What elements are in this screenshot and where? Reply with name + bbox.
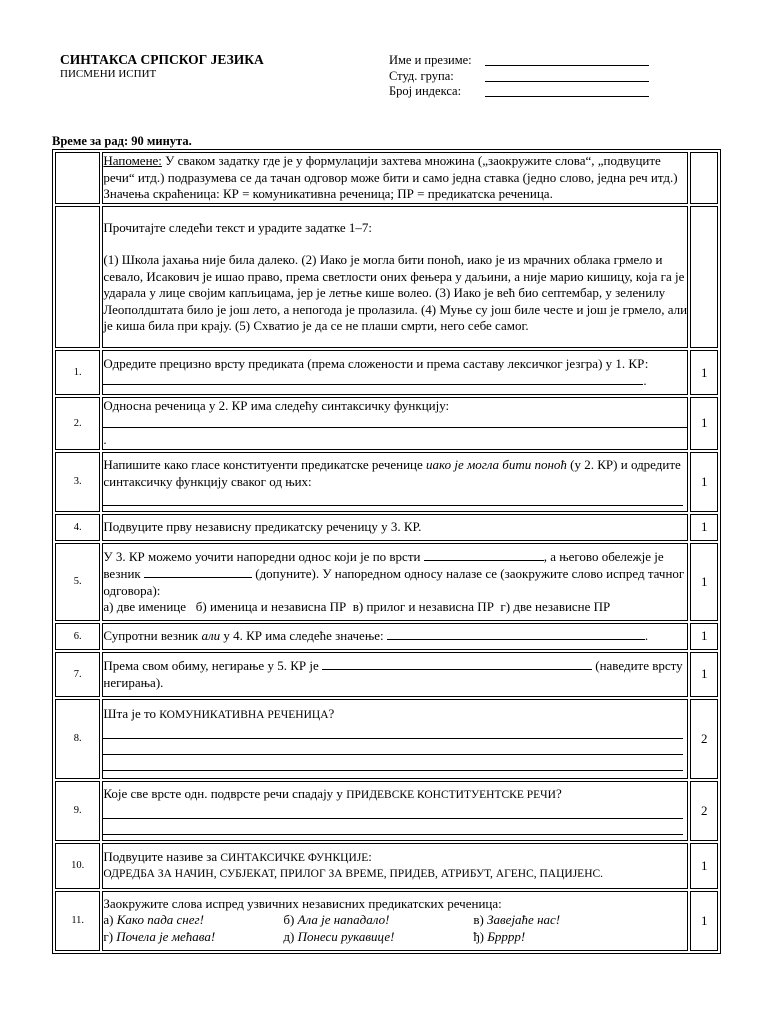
index-field-row <box>389 84 649 100</box>
student-info-fields <box>389 53 649 100</box>
question-row-4 <box>55 514 718 541</box>
question-number: 2. <box>55 397 100 450</box>
question-number: 8. <box>55 699 100 779</box>
question-text: Напишите како гласе конституенти предикатске реченице иако је могла бити поноћ (у 2. КР) и одредите синтаксичку функцију сваког од њих: <box>102 452 688 512</box>
question-text: Подвуците називе за СИНТАКСИЧКЕ ФУНКЦИЈЕ: ОДРЕДБА ЗА НАЧИН, СУБЈЕКАТ, ПРИЛОГ ЗА ВРЕМЕ, ПРИДЕВ, АТРИБУТ, АГЕНС, ПАЦИЈЕНС. <box>102 843 688 889</box>
question-row-5 <box>55 543 718 621</box>
question-row-7 <box>55 652 718 697</box>
question-number: 7. <box>55 652 100 697</box>
option-dj[interactable]: ђ) Брррр! <box>473 928 526 944</box>
question-points: 1 <box>690 891 718 951</box>
question-points: 1 <box>690 623 718 650</box>
question-row-11 <box>55 891 718 951</box>
question-points: 1 <box>690 843 718 889</box>
name-field-label: Име и презиме: <box>389 53 472 67</box>
option-v[interactable]: в) Завејаће нас! <box>473 912 561 928</box>
question-number: 3. <box>55 452 100 512</box>
question-points: 1 <box>690 652 718 697</box>
answer-line[interactable] <box>387 627 645 640</box>
question-row-10 <box>55 843 718 889</box>
answer-line[interactable] <box>144 565 252 578</box>
question-number: 5. <box>55 543 100 621</box>
option-b[interactable]: б) Ала је нападало! <box>283 912 390 928</box>
question-row-6 <box>55 623 718 650</box>
question-text: Одредите прецизно врсту предиката (према сложености и према саставу лексичког језгра) у 1. КР: . <box>102 350 688 395</box>
question-row-9 <box>55 781 718 841</box>
answer-line[interactable] <box>103 739 683 755</box>
answer-line[interactable] <box>424 548 544 561</box>
passage-row <box>55 206 718 348</box>
question-text: Односна реченица у 2. КР има следећу синтаксичку функцију: . <box>102 397 688 450</box>
option-a[interactable]: а) Како пада снег! <box>103 912 204 928</box>
question-points: 1 <box>690 350 718 395</box>
question-points: 1 <box>690 514 718 541</box>
answer-line[interactable] <box>103 415 687 428</box>
name-field-row <box>389 53 649 69</box>
answer-line[interactable] <box>103 819 683 835</box>
option-g[interactable]: г) Почела је мећава! <box>103 928 216 944</box>
note-label: Напомене: <box>103 153 162 169</box>
answer-options[interactable]: а) две именице б) именица и независна ПР в) прилог и независна ПР г) две независне ПР <box>103 599 611 614</box>
question-number: 6. <box>55 623 100 650</box>
passage-intro: Прочитајте следећи текст и урадите задатке 1–7: <box>103 219 372 235</box>
question-text: Шта је то КОМУНИКАТИВНА РЕЧЕНИЦА? <box>102 699 688 779</box>
name-field-line[interactable] <box>485 53 649 66</box>
passage-text: (1) Школа јахања није била далеко. (2) Иако је могла бити поноћ, иако је из мрачних облака грмело и севало, Исакович је ишао право, према светлости оних фењера у даљини, а није марио кишицу, која га је ударала у лице својим капљицама, јер је летње кише волео. (3) Иако је већ био септембар, у зеленилу Леополдштата било је још лето, а непогода је пролазила. (4) Муње су још биле честе и још је грмело, али је киша била при крају. (5) Схватио је да се не плаши смрти, него себе самог. <box>103 252 688 333</box>
answer-line[interactable] <box>322 657 592 670</box>
question-points: 1 <box>690 397 718 450</box>
answer-line[interactable] <box>103 803 683 819</box>
answer-line[interactable] <box>103 723 683 739</box>
question-text: Према свом обиму, негирање у 5. КР је (наведите врсту негирања). <box>102 652 688 697</box>
time-limit: Време за рад: 90 минута. <box>52 134 192 148</box>
answer-line[interactable] <box>103 372 643 385</box>
question-number: 4. <box>55 514 100 541</box>
exam-subtitle: ПИСМЕНИ ИСПИТ <box>60 68 157 80</box>
question-points: 1 <box>690 452 718 512</box>
index-field-line[interactable] <box>485 84 649 97</box>
note-text: Напомене: У сваком задатку где је у формулацији захтева множина („заокружите слова“, „подвуците речи“ итд.) подразумева се да тачан одговор може бити и само једна ставка (једно слово, једна реч итд.) Значења скраћеница: КР = комуникативна реченица; ПР = предикатска реченица. <box>102 152 688 204</box>
question-row-8 <box>55 699 718 779</box>
passage <box>102 206 688 348</box>
question-row-1 <box>55 350 718 395</box>
group-field-label: Студ. група: <box>389 68 454 83</box>
question-row-3 <box>55 452 718 512</box>
question-text: Које све врсте одн. подврсте речи спадају у ПРИДЕВСКЕ КОНСТИТУЕНТСКЕ РЕЧИ? <box>102 781 688 841</box>
question-row-2 <box>55 397 718 450</box>
question-text: Заокружите слова испред узвичних независних предикатских реченица: а) Како пада снег! б) Ала је нападало! в) Завејаће нас! г) Почела је мећава! д) Понеси рукавице! ђ) Брррр! <box>102 891 688 951</box>
question-points: 2 <box>690 781 718 841</box>
answer-line[interactable] <box>103 490 683 506</box>
question-number: 10. <box>55 843 100 889</box>
function-terms-list[interactable]: ОДРЕДБА ЗА НАЧИН, СУБЈЕКАТ, ПРИЛОГ ЗА ВРЕМЕ, ПРИДЕВ, АТРИБУТ, АГЕНС, ПАЦИЈЕНС. <box>103 868 604 880</box>
question-number: 1. <box>55 350 100 395</box>
group-field-row <box>389 69 649 85</box>
answer-options <box>103 912 687 945</box>
question-text: Супротни везник али у 4. КР има следеће значење: . <box>102 623 688 650</box>
question-number: 11. <box>55 891 100 951</box>
question-points: 2 <box>690 699 718 779</box>
question-points: 1 <box>690 543 718 621</box>
option-d[interactable]: д) Понеси рукавице! <box>283 928 395 944</box>
exam-table <box>52 149 721 954</box>
index-field-label: Број индекса: <box>389 84 462 98</box>
exam-title: СИНТАКСА СРПСКОГ ЈЕЗИКА <box>60 52 264 67</box>
question-text: Подвуците прву независну предикатску реченицу у 3. КР. <box>102 514 688 541</box>
note-row <box>55 152 718 204</box>
question-number: 9. <box>55 781 100 841</box>
answer-line[interactable] <box>103 755 683 771</box>
question-text: У 3. КР можемо уочити напоредни однос који је по врсти , а његово обележје је везник (допуните). У напоредном односу налазе се (заокружите слово испред тачног одговора): а) две именице б) именица и независна ПР в) прилог и независна ПР г) две независне ПР <box>102 543 688 621</box>
group-field-line[interactable] <box>485 69 649 82</box>
